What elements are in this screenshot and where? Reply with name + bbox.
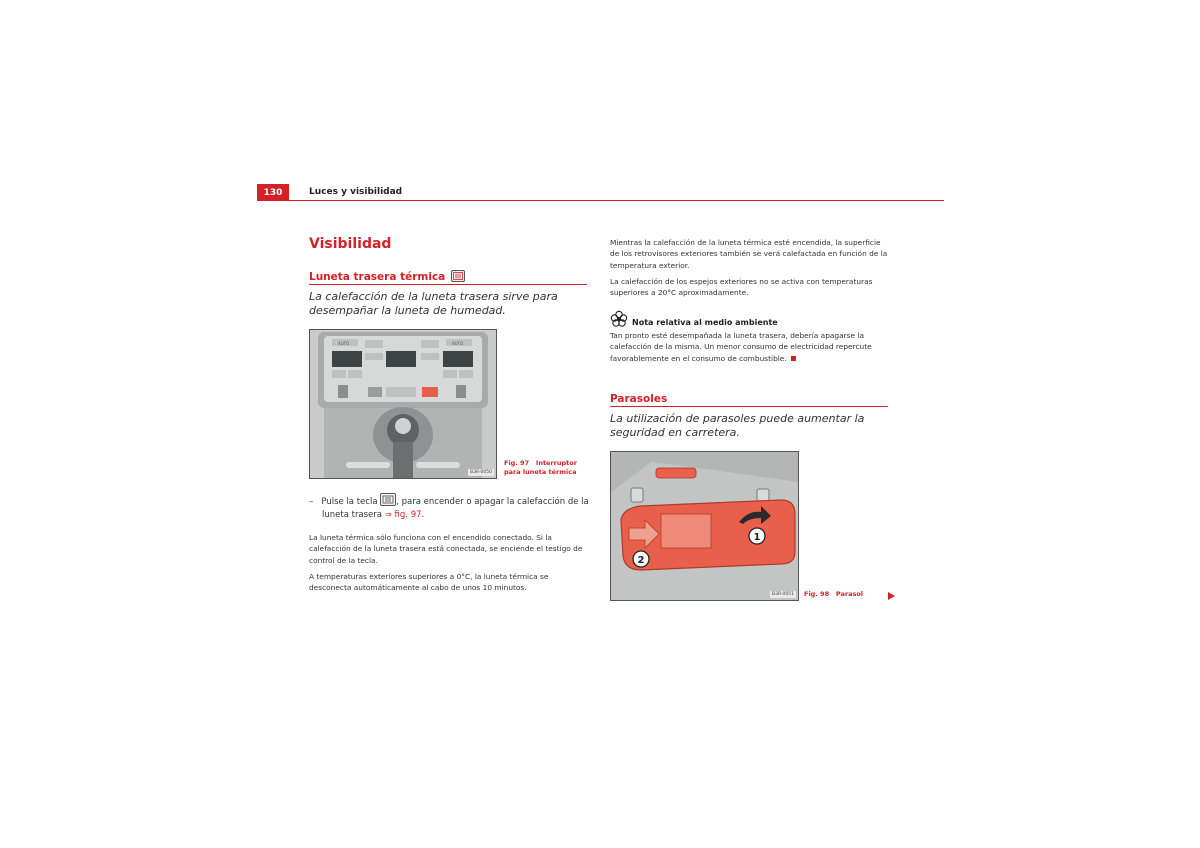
paragraph-luneta-1: La luneta térmica sólo funciona con el encendido conectado. Si la calefacción de la luneta trasera está conectada, se enciende el testigo de control de la tecla.	[309, 533, 583, 565]
figure-98-caption	[804, 590, 863, 599]
intro-parasoles: La utilización de parasoles puede aumentar la seguridad en carretera.	[610, 412, 865, 439]
step-text-end: .	[421, 510, 425, 520]
figure-97-link[interactable]: ⇒ fig. 97	[384, 510, 422, 520]
note-text	[610, 330, 890, 364]
marker-2: 2	[637, 555, 645, 566]
rear-window-heating-icon	[451, 270, 465, 282]
paragraph-luneta-2: A temperaturas exteriores superiores a 0°C, la luneta térmica se desconecta automáticamente al cabo de unos 10 minutos.	[309, 572, 549, 593]
figure-97-climate-panel	[309, 329, 497, 479]
flower-icon	[610, 310, 630, 328]
subheading-luneta-rule	[309, 284, 587, 285]
marker-1: 1	[753, 532, 761, 543]
step-dash: –	[309, 497, 314, 507]
intro-luneta: La calefacción de la luneta trasera sirve para desempañar la luneta de humedad.	[309, 290, 558, 317]
figure-97-code: B3R-0050	[470, 470, 492, 475]
step-text-1: Pulse la tecla	[321, 497, 378, 507]
step-text-2: , para encender o apagar la calefacción de la	[396, 497, 589, 507]
section-title: Luces y visibilidad	[309, 187, 403, 197]
paragraph-mirrors-2: La calefacción de los espejos exteriores no se activa con temperaturas superiores a 20°C aproximadamente.	[610, 277, 873, 298]
step-text-3: luneta trasera	[322, 510, 383, 520]
paragraph-mirrors-1: Mientras la calefacción de la luneta térmica esté encendida, la superficie de los retrovisores exteriores también se verá calefactada en función de la temperatura exterior.	[610, 238, 888, 270]
step-instruction	[309, 493, 591, 522]
sun-visor-illustration	[611, 452, 798, 600]
figure-97-text: Interruptor para luneta térmica	[504, 459, 577, 476]
figure-97-label: Fig. 97	[504, 459, 530, 467]
rear-window-heating-key-icon	[380, 493, 396, 506]
subheading-parasoles: Parasoles	[610, 393, 668, 405]
subheading-parasoles-rule	[610, 406, 888, 407]
triangle-right-icon	[888, 592, 895, 600]
figure-98-label: Fig. 98	[804, 590, 830, 598]
figure-97-caption	[504, 459, 588, 477]
subheading-luneta-label: Luneta trasera térmica	[309, 271, 446, 283]
header-divider	[257, 200, 944, 201]
note-text-body: Tan pronto esté desempañada la luneta trasera, debería apagarse la calefacción de la misma. Un menor consumo de electricidad repercute favorablemente en el consumo de combustible.	[610, 331, 872, 363]
panel-label-right: AUTO	[452, 341, 464, 346]
climate-control-illustration	[310, 330, 496, 478]
figure-98-code: B3R-0051	[772, 592, 794, 597]
subheading-luneta	[309, 270, 465, 283]
page-number: 130	[257, 184, 289, 201]
panel-label-left: AUTO	[338, 341, 350, 346]
end-marker-icon	[791, 356, 796, 361]
page-heading: Visibilidad	[309, 236, 392, 252]
figure-98-sun-visor	[610, 451, 799, 601]
note-title: Nota relativa al medio ambiente	[632, 318, 778, 327]
figure-98-text: Parasol	[835, 590, 864, 598]
